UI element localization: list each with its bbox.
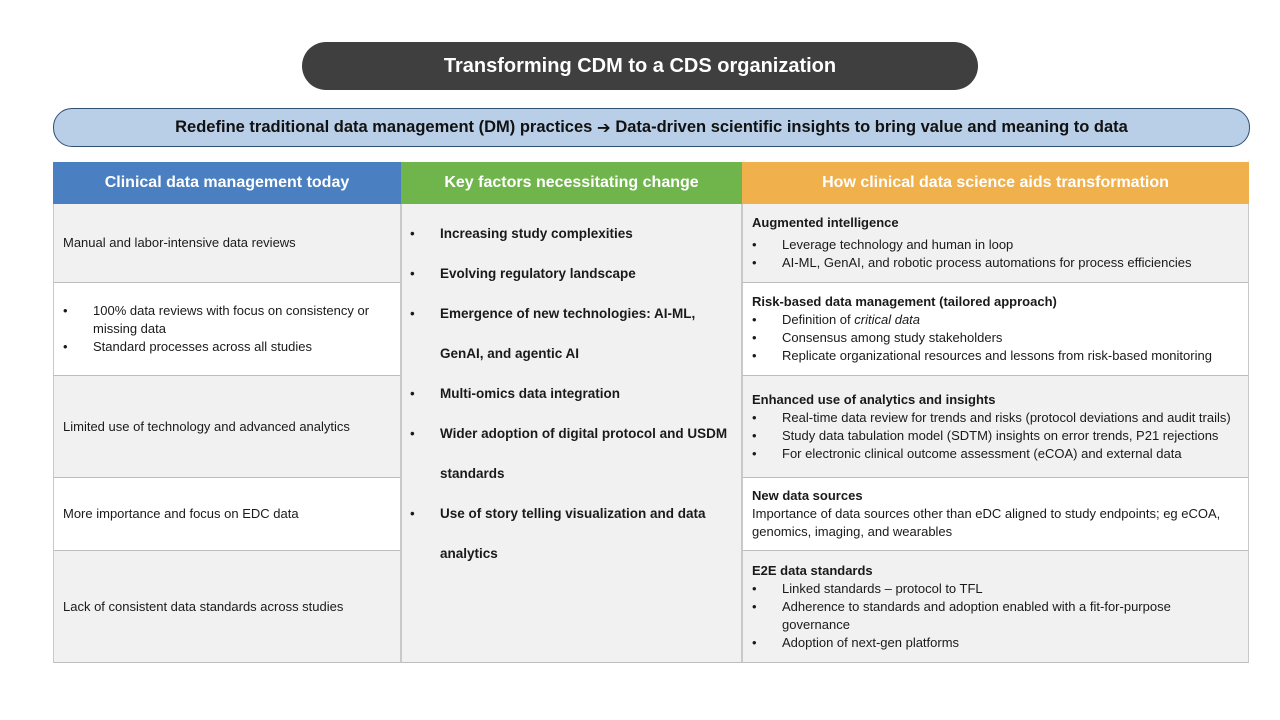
row-title: Augmented intelligence bbox=[752, 215, 899, 230]
list-item: • AI-ML, GenAI, and robotic process automations for process efficiencies bbox=[752, 254, 1238, 272]
list-item: • Linked standards – protocol to TFL bbox=[752, 580, 1238, 598]
subtitle-right: Data-driven scientific insights to bring value and meaning to data bbox=[615, 118, 1128, 136]
today-row-text: More importance and focus on EDC data bbox=[63, 506, 299, 521]
list-item: • Leverage technology and human in loop bbox=[752, 236, 1238, 254]
transform-row-2 bbox=[742, 283, 1249, 376]
today-row-2 bbox=[53, 283, 401, 376]
column-header-cdm-today: Clinical data management today bbox=[53, 162, 401, 204]
row-title: New data sources bbox=[752, 488, 863, 503]
column-header-key-factors: Key factors necessitating change bbox=[401, 162, 742, 204]
list-item: • Standard processes across all studies bbox=[63, 338, 390, 356]
bullet-emphasis: critical data bbox=[854, 312, 921, 327]
column-cds-transformation bbox=[742, 162, 1249, 663]
list-item: • Replicate organizational resources and lessons from risk-based monitoring bbox=[752, 347, 1238, 365]
list-item: • Multi-omics data integration bbox=[410, 374, 729, 414]
today-row-text: Manual and labor-intensive data reviews bbox=[63, 235, 296, 250]
row-title: Enhanced use of analytics and insights bbox=[752, 391, 996, 407]
list-item: • 100% data reviews with focus on consistency or missing data bbox=[63, 302, 390, 338]
today-row-text: Lack of consistent data standards across studies bbox=[63, 598, 344, 614]
subtitle-banner bbox=[53, 108, 1250, 147]
today-row-1 bbox=[53, 204, 401, 283]
list-item bbox=[752, 311, 1238, 329]
list-item: • Study data tabulation model (SDTM) insights on error trends, P21 rejections bbox=[752, 427, 1238, 445]
row-text: Importance of data sources other than eDC aligned to study endpoints; eg eCOA, genomics, imaging, and wearables bbox=[752, 506, 1221, 539]
today-row-4 bbox=[53, 478, 401, 551]
transform-row-4 bbox=[742, 478, 1249, 551]
list-item: • For electronic clinical outcome assessment (eCOA) and external data bbox=[752, 445, 1238, 463]
list-item: • Evolving regulatory landscape bbox=[410, 254, 729, 294]
list-item: • Increasing study complexities bbox=[410, 214, 729, 254]
today-row-5 bbox=[53, 551, 401, 663]
column-cdm-today bbox=[53, 162, 401, 663]
list-item: • Adherence to standards and adoption enabled with a fit-for-purpose governance bbox=[752, 598, 1238, 634]
bullet-text: Definition of bbox=[782, 312, 855, 327]
list-item: • Wider adoption of digital protocol and USDM standards bbox=[410, 414, 729, 494]
transform-row-5 bbox=[742, 551, 1249, 663]
transform-row-1 bbox=[742, 204, 1249, 283]
today-row-text: Limited use of technology and advanced analytics bbox=[63, 418, 350, 434]
list-item: • Use of story telling visualization and data analytics bbox=[410, 494, 729, 574]
subtitle-left: Redefine traditional data management (DM) practices bbox=[175, 118, 593, 136]
row-title: Risk-based data management (tailored approach) bbox=[752, 294, 1057, 309]
arrow-right-icon: ➔ bbox=[596, 118, 611, 137]
column-key-factors bbox=[401, 162, 742, 663]
row-title: E2E data standards bbox=[752, 562, 873, 578]
transform-row-3 bbox=[742, 376, 1249, 478]
today-row-3 bbox=[53, 376, 401, 478]
list-item: • Adoption of next-gen platforms bbox=[752, 634, 1238, 652]
main-title: Transforming CDM to a CDS organization bbox=[302, 42, 978, 90]
key-factors-list bbox=[401, 204, 742, 663]
column-header-cds-transformation: How clinical data science aids transformation bbox=[742, 162, 1249, 204]
list-item: • Real-time data review for trends and risks (protocol deviations and audit trails) bbox=[752, 409, 1238, 427]
list-item: • Emergence of new technologies: AI-ML, GenAI, and agentic AI bbox=[410, 294, 729, 374]
list-item: • Consensus among study stakeholders bbox=[752, 329, 1238, 347]
